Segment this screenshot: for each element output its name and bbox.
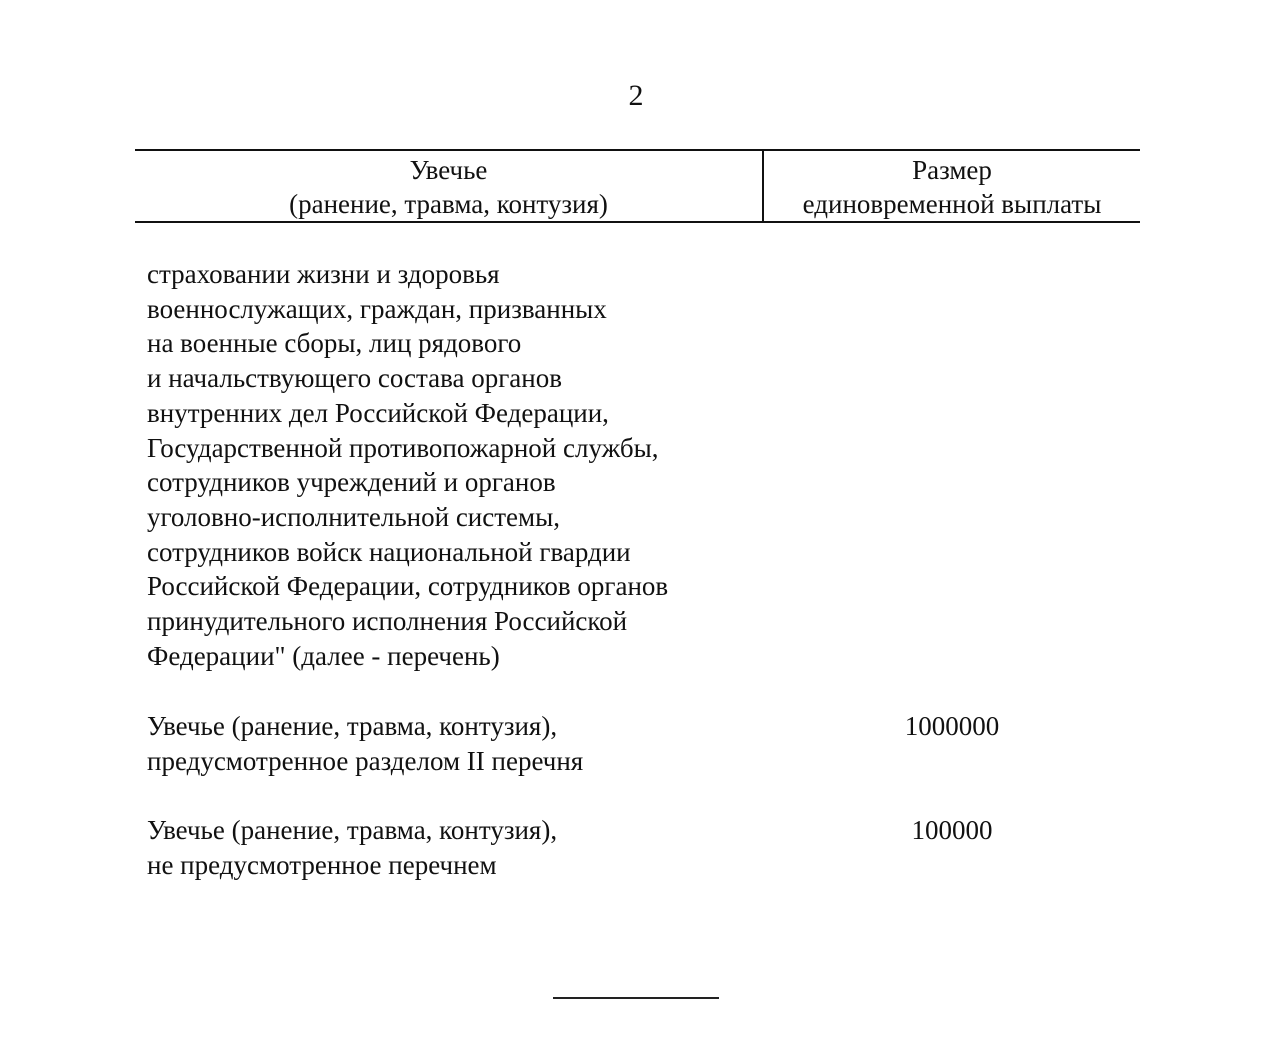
- text-line: страховании жизни и здоровья: [147, 259, 500, 289]
- row-description-line: не предусмотренное перечнем: [147, 849, 497, 880]
- header-injury-subtitle: (ранение, травма, контузия): [289, 189, 608, 219]
- row-amount: 1000000: [904, 711, 1000, 741]
- text-line: Федерации" (далее - перечень): [147, 640, 500, 671]
- end-of-document-rule: [553, 997, 719, 999]
- text-line: и начальствующего состава органов: [147, 363, 562, 394]
- header-injury-column: [135, 151, 764, 221]
- text-line: уголовно-исполнительной системы,: [147, 501, 561, 532]
- table-header: [135, 149, 1140, 223]
- page-number: 2: [628, 79, 644, 112]
- text-line: сотрудников войск национальной гвардии: [147, 536, 631, 567]
- text-line: Государственной противопожарной службы,: [147, 432, 659, 463]
- header-payment-title: Размер: [912, 155, 992, 185]
- row-description-line: предусмотренное разделом II перечня: [147, 745, 584, 776]
- text-line: сотрудников учреждений и органов: [147, 467, 556, 498]
- row-description-line: Увечье (ранение, травма, контузия),: [147, 815, 558, 845]
- row-description: [147, 813, 747, 882]
- continued-text-block: [147, 257, 767, 673]
- row-amount: 100000: [911, 815, 993, 845]
- text-line: военнослужащих, граждан, призванных: [147, 293, 607, 324]
- row-description: [147, 709, 747, 778]
- header-injury-title: Увечье: [409, 155, 488, 185]
- header-payment-column: [764, 151, 1140, 221]
- text-line: внутренних дел Российской Федерации,: [147, 397, 609, 428]
- text-line: Российской Федерации, сотрудников органов: [147, 571, 669, 602]
- text-line: принудительного исполнения Российской: [147, 606, 628, 637]
- text-line: на военные сборы, лиц рядового: [147, 328, 522, 359]
- header-payment-subtitle: единовременной выплаты: [802, 189, 1102, 219]
- row-description-line: Увечье (ранение, травма, контузия),: [147, 711, 558, 741]
